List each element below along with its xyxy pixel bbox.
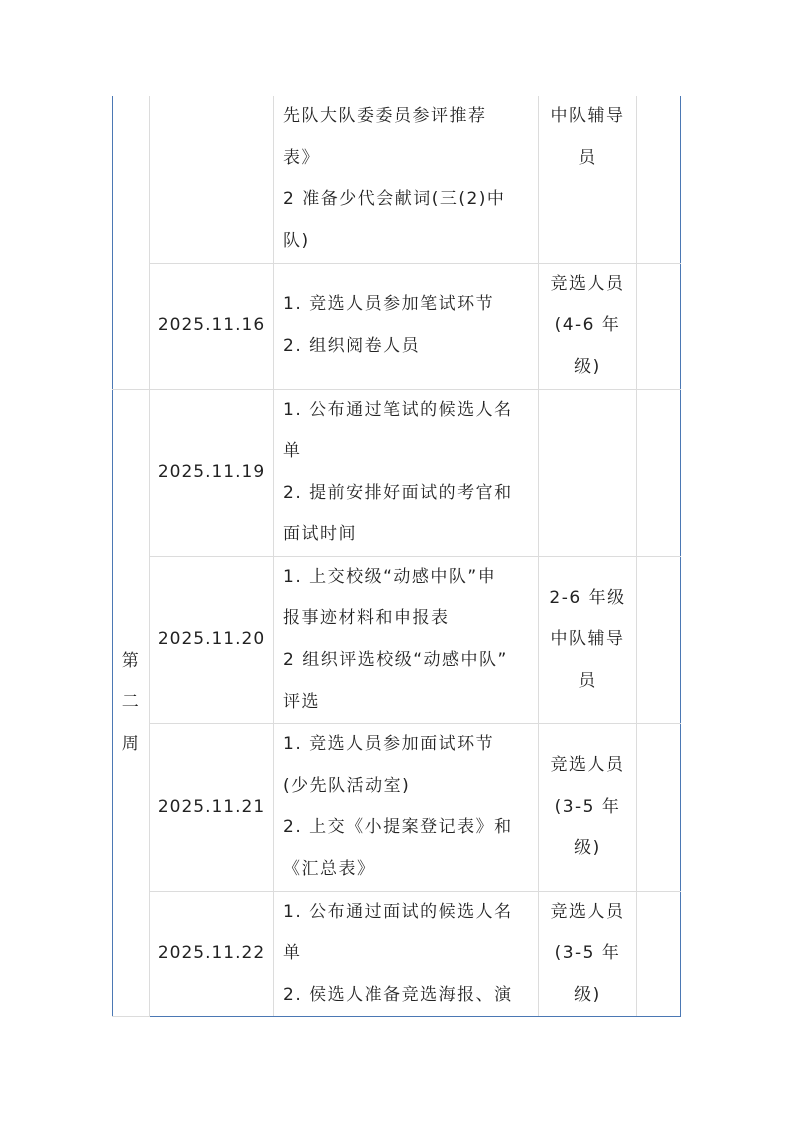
content-line: 1. 公布通过面试的候选人名 <box>283 901 513 922</box>
content-line: 面试时间 <box>283 524 357 545</box>
week-cell-previous <box>113 96 150 389</box>
schedule-table <box>112 96 681 1017</box>
content-line: (少先队活动室) <box>283 775 411 796</box>
content-line: 单 <box>283 943 302 964</box>
note-cell <box>637 891 681 1017</box>
date-cell <box>150 96 274 263</box>
content-line: 队) <box>283 230 310 251</box>
content-line: 评选 <box>283 691 320 712</box>
week-cell <box>113 389 150 1017</box>
content-line: 2. 组织阅卷人员 <box>283 336 421 356</box>
content-cell <box>274 263 539 389</box>
content-line: 1. 竞选人员参加面试环节 <box>283 734 495 755</box>
responsible-cell <box>539 389 637 556</box>
note-cell <box>637 389 681 556</box>
content-line: 2. 提前安排好面试的考官和 <box>283 482 513 503</box>
responsible-line: 级) <box>574 984 601 1005</box>
content-line: 2 准备少代会献词(三(2)中 <box>283 189 506 210</box>
responsible-line: 员 <box>578 147 597 168</box>
table-row <box>113 389 681 556</box>
table-row <box>113 263 681 389</box>
content-cell <box>274 96 539 263</box>
content-cell <box>274 556 539 723</box>
content-line: 1. 公布通过笔试的候选人名 <box>283 399 513 420</box>
content-line: 2. 上交《小提案登记表》和 <box>283 817 513 838</box>
content-line: 《汇总表》 <box>283 859 376 880</box>
date-cell: 2025.11.19 <box>150 389 274 556</box>
responsible-line: 竞选人员 <box>550 755 625 776</box>
content-line: 先队大队委委员参评推荐 <box>283 106 487 126</box>
note-cell <box>637 96 681 263</box>
note-cell <box>637 556 681 723</box>
responsible-cell <box>539 96 637 263</box>
responsible-cell <box>539 263 637 389</box>
responsible-line: 级) <box>574 356 601 377</box>
responsible-line: 2-6 年级 <box>549 587 626 608</box>
note-cell <box>637 724 681 891</box>
date-cell: 2025.11.21 <box>150 724 274 891</box>
content-cell <box>274 891 539 1017</box>
responsible-line: 级) <box>574 838 601 859</box>
content-cell <box>274 389 539 556</box>
content-line: 1. 竞选人员参加笔试环节 <box>283 294 495 315</box>
content-line: 表》 <box>283 147 320 168</box>
content-line: 单 <box>283 441 302 462</box>
content-line: 2. 侯选人准备竞选海报、演 <box>283 984 513 1005</box>
responsible-line: 中队辅导 <box>550 629 625 650</box>
content-line: 1. 上交校级“动感中队”申 <box>283 566 497 587</box>
content-cell <box>274 724 539 891</box>
note-cell <box>637 263 681 389</box>
responsible-cell <box>539 556 637 723</box>
date-cell: 2025.11.20 <box>150 556 274 723</box>
responsible-cell <box>539 891 637 1017</box>
table-row <box>113 724 681 891</box>
responsible-line: 员 <box>578 670 597 691</box>
week-label-char: 二 <box>121 692 141 713</box>
date-cell: 2025.11.16 <box>150 263 274 389</box>
responsible-line: 竞选人员 <box>550 273 625 294</box>
table-row <box>113 96 681 263</box>
responsible-line: (4-6 年 <box>554 315 621 336</box>
responsible-line: 竞选人员 <box>550 901 625 922</box>
content-line: 2 组织评选校级“动感中队” <box>283 650 508 671</box>
table-row <box>113 556 681 723</box>
responsible-line: 中队辅导 <box>550 106 625 126</box>
responsible-line: (3-5 年 <box>554 796 621 817</box>
week-label-char: 第 <box>121 650 141 671</box>
responsible-cell <box>539 724 637 891</box>
date-cell: 2025.11.22 <box>150 891 274 1017</box>
content-line: 报事迹材料和申报表 <box>283 608 450 629</box>
week-label-char: 周 <box>121 733 141 754</box>
table-row <box>113 891 681 1017</box>
responsible-line: (3-5 年 <box>554 943 621 964</box>
